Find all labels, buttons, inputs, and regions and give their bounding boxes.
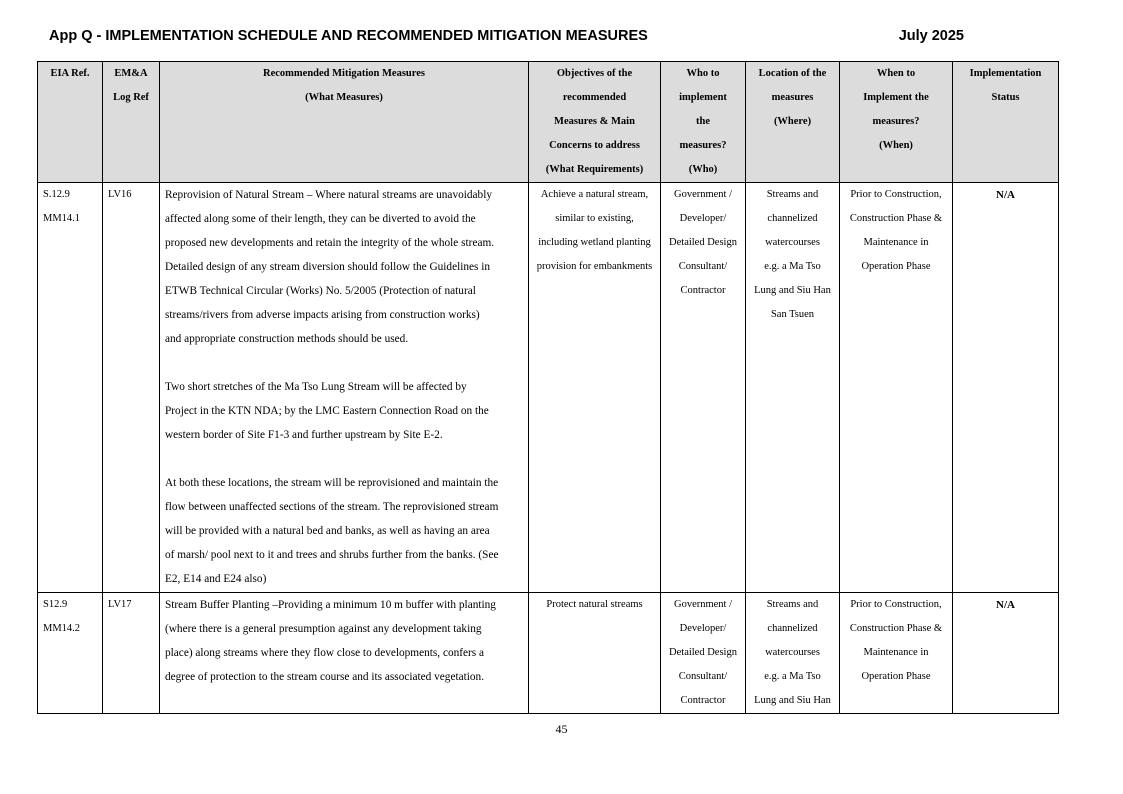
column-header-log-ref: EM&A Log Ref <box>103 62 160 183</box>
column-header-status: Implementation Status <box>953 62 1059 183</box>
column-header-measures: Recommended Mitigation Measures (What Measures) <box>160 62 529 183</box>
table-header-row <box>38 62 1059 183</box>
who-cell: Government / Developer/ Detailed Design Consultant/ Contractor <box>661 183 746 593</box>
column-header-objectives: Objectives of the recommended Measures & Main Concerns to address (What Requirements) <box>529 62 661 183</box>
eia-ref-cell: S.12.9 MM14.1 <box>38 183 103 593</box>
implementation-schedule-table <box>37 61 1059 714</box>
document-title: App Q - IMPLEMENTATION SCHEDULE AND RECOMMENDED MITIGATION MEASURES <box>49 28 648 44</box>
status-cell: N/A <box>953 593 1059 714</box>
page-number: 45 <box>555 722 568 736</box>
when-cell: Prior to Construction, Construction Phase & Maintenance in Operation Phase <box>840 593 953 714</box>
log-ref-cell: LV17 <box>103 593 160 714</box>
column-header-eia-ref: EIA Ref. <box>38 62 103 183</box>
location-cell: Streams and channelized watercourses e.g. a Ma Tso Lung and Siu Han <box>746 593 840 714</box>
status-cell: N/A <box>953 183 1059 593</box>
table-row <box>38 183 1059 593</box>
eia-ref-cell: S12.9 MM14.2 <box>38 593 103 714</box>
measures-cell: Stream Buffer Planting –Providing a minimum 10 m buffer with planting (where there is a general presumption against any development taking place) along streams where they flow close to developments, confers a degree of protection to the stream course and its associated vegetation. <box>160 593 529 714</box>
measures-cell: Reprovision of Natural Stream – Where natural streams are unavoidably affected along some of their length, they can be diverted to avoid the proposed new developments and retain the integrity of the whole stream. Detailed design of any stream diversion should follow the Guidelines in ETWB Technical Circular (Works) No. 5/2005 (Protection of natural streams/rivers from adverse impacts arising from construction works) and appropriate construction methods should be used. Two short stretches of the Ma Tso Lung Stream will be affected by Project in the KTN NDA; by the LMC Eastern Connection Road on the western border of Site F1-3 and further upstream by Site E-2. At both these locations, the stream will be reprovisioned and maintain the flow between unaffected sections of the stream. The reprovisioned stream will be provided with a natural bed and banks, as well as having an area of marsh/ pool next to it and trees and shrubs further from the banks. (See E2, E14 and E24 also) <box>160 183 529 593</box>
table-row <box>38 593 1059 714</box>
when-cell: Prior to Construction, Construction Phase & Maintenance in Operation Phase <box>840 183 953 593</box>
location-cell: Streams and channelized watercourses e.g. a Ma Tso Lung and Siu Han San Tsuen <box>746 183 840 593</box>
objectives-cell: Achieve a natural stream, similar to existing, including wetland planting provision for embankments <box>529 183 661 593</box>
column-header-when: When to Implement the measures? (When) <box>840 62 953 183</box>
column-header-who: Who to implement the measures? (Who) <box>661 62 746 183</box>
log-ref-cell: LV16 <box>103 183 160 593</box>
objectives-cell: Protect natural streams <box>529 593 661 714</box>
who-cell: Government / Developer/ Detailed Design Consultant/ Contractor <box>661 593 746 714</box>
column-header-location: Location of the measures (Where) <box>746 62 840 183</box>
document-date: July 2025 <box>898 28 964 44</box>
page-header <box>49 28 964 44</box>
